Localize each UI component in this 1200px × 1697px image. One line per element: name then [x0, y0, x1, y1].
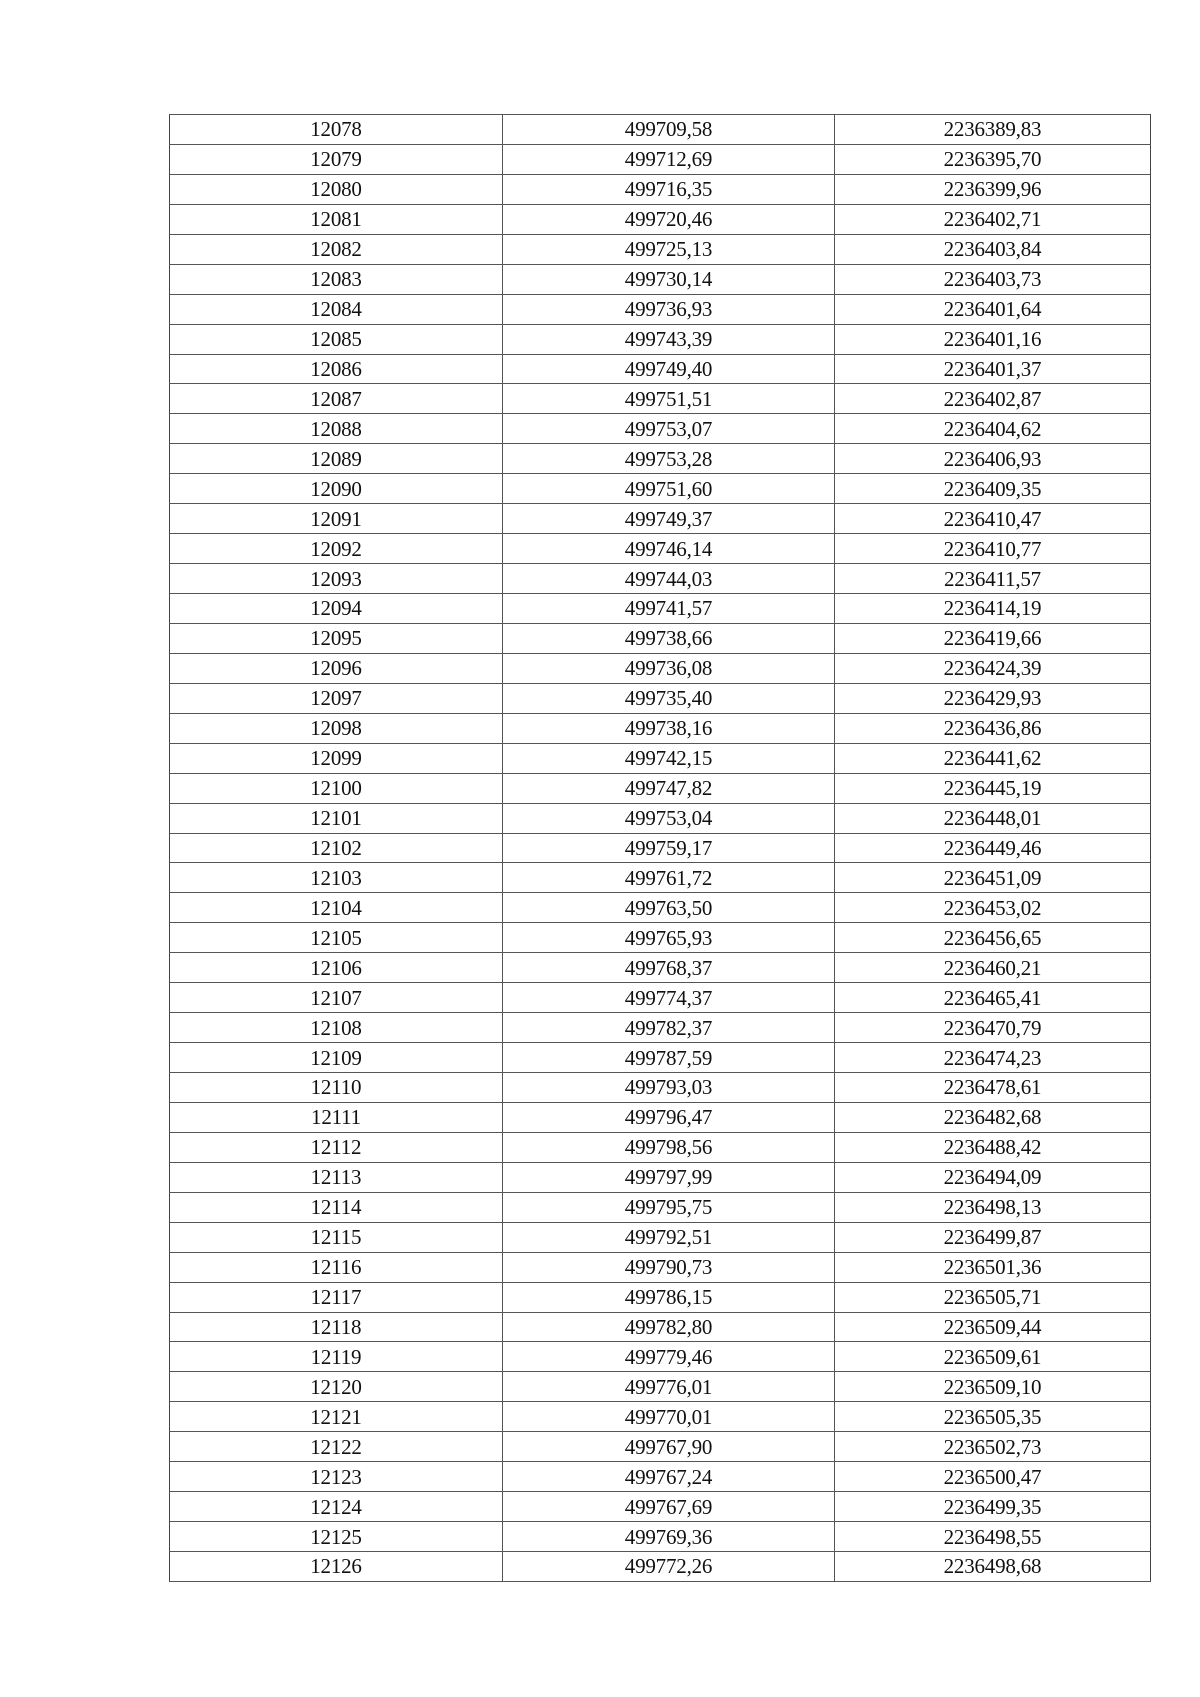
point-number-cell: 12119	[170, 1342, 503, 1372]
point-number-cell: 12114	[170, 1192, 503, 1222]
point-number-cell: 12100	[170, 773, 503, 803]
table-row	[170, 174, 1151, 204]
point-number-cell: 12097	[170, 683, 503, 713]
table-row	[170, 953, 1151, 983]
table-row	[170, 773, 1151, 803]
point-number-cell: 12107	[170, 983, 503, 1013]
x-coordinate-cell: 499744,03	[503, 564, 835, 594]
table-row	[170, 1282, 1151, 1312]
point-number-cell: 12078	[170, 115, 503, 145]
table-row	[170, 1342, 1151, 1372]
table-row	[170, 1252, 1151, 1282]
table-row	[170, 1132, 1151, 1162]
point-number-cell: 12112	[170, 1132, 503, 1162]
y-coordinate-cell: 2236494,09	[835, 1162, 1151, 1192]
x-coordinate-cell: 499787,59	[503, 1043, 835, 1073]
y-coordinate-cell: 2236498,55	[835, 1522, 1151, 1552]
y-coordinate-cell: 2236406,93	[835, 444, 1151, 474]
x-coordinate-cell: 499738,66	[503, 623, 835, 653]
point-number-cell: 12115	[170, 1222, 503, 1252]
coordinates-table-body	[170, 115, 1151, 1582]
point-number-cell: 12098	[170, 713, 503, 743]
point-number-cell: 12103	[170, 863, 503, 893]
y-coordinate-cell: 2236460,21	[835, 953, 1151, 983]
y-coordinate-cell: 2236478,61	[835, 1073, 1151, 1103]
y-coordinate-cell: 2236419,66	[835, 623, 1151, 653]
x-coordinate-cell: 499720,46	[503, 204, 835, 234]
y-coordinate-cell: 2236429,93	[835, 683, 1151, 713]
point-number-cell: 12116	[170, 1252, 503, 1282]
x-coordinate-cell: 499782,80	[503, 1312, 835, 1342]
y-coordinate-cell: 2236509,10	[835, 1372, 1151, 1402]
point-number-cell: 12102	[170, 833, 503, 863]
x-coordinate-cell: 499769,36	[503, 1522, 835, 1552]
point-number-cell: 12126	[170, 1552, 503, 1582]
y-coordinate-cell: 2236499,87	[835, 1222, 1151, 1252]
x-coordinate-cell: 499761,72	[503, 863, 835, 893]
table-row	[170, 803, 1151, 833]
y-coordinate-cell: 2236409,35	[835, 474, 1151, 504]
point-number-cell: 12121	[170, 1402, 503, 1432]
x-coordinate-cell: 499747,82	[503, 773, 835, 803]
x-coordinate-cell: 499765,93	[503, 923, 835, 953]
point-number-cell: 12106	[170, 953, 503, 983]
table-row	[170, 144, 1151, 174]
x-coordinate-cell: 499793,03	[503, 1073, 835, 1103]
table-row	[170, 1312, 1151, 1342]
point-number-cell: 12096	[170, 653, 503, 683]
table-row	[170, 234, 1151, 264]
point-number-cell: 12091	[170, 504, 503, 534]
y-coordinate-cell: 2236509,44	[835, 1312, 1151, 1342]
table-row	[170, 893, 1151, 923]
y-coordinate-cell: 2236441,62	[835, 743, 1151, 773]
y-coordinate-cell: 2236505,35	[835, 1402, 1151, 1432]
y-coordinate-cell: 2236502,73	[835, 1432, 1151, 1462]
point-number-cell: 12099	[170, 743, 503, 773]
y-coordinate-cell: 2236436,86	[835, 713, 1151, 743]
x-coordinate-cell: 499753,28	[503, 444, 835, 474]
table-row	[170, 833, 1151, 863]
x-coordinate-cell: 499797,99	[503, 1162, 835, 1192]
point-number-cell: 12087	[170, 384, 503, 414]
point-number-cell: 12110	[170, 1073, 503, 1103]
table-row	[170, 1372, 1151, 1402]
point-number-cell: 12080	[170, 174, 503, 204]
y-coordinate-cell: 2236404,62	[835, 414, 1151, 444]
y-coordinate-cell: 2236410,47	[835, 504, 1151, 534]
x-coordinate-cell: 499767,24	[503, 1462, 835, 1492]
point-number-cell: 12117	[170, 1282, 503, 1312]
y-coordinate-cell: 2236424,39	[835, 653, 1151, 683]
x-coordinate-cell: 499751,51	[503, 384, 835, 414]
y-coordinate-cell: 2236465,41	[835, 983, 1151, 1013]
table-row	[170, 863, 1151, 893]
coordinates-table	[169, 114, 1151, 1582]
x-coordinate-cell: 499770,01	[503, 1402, 835, 1432]
y-coordinate-cell: 2236482,68	[835, 1102, 1151, 1132]
table-row	[170, 1462, 1151, 1492]
y-coordinate-cell: 2236402,87	[835, 384, 1151, 414]
point-number-cell: 12111	[170, 1102, 503, 1132]
point-number-cell: 12085	[170, 324, 503, 354]
x-coordinate-cell: 499772,26	[503, 1552, 835, 1582]
point-number-cell: 12084	[170, 294, 503, 324]
point-number-cell: 12095	[170, 623, 503, 653]
x-coordinate-cell: 499730,14	[503, 264, 835, 294]
table-row	[170, 474, 1151, 504]
table-row	[170, 1102, 1151, 1132]
table-row	[170, 594, 1151, 624]
x-coordinate-cell: 499749,37	[503, 504, 835, 534]
point-number-cell: 12094	[170, 594, 503, 624]
x-coordinate-cell: 499792,51	[503, 1222, 835, 1252]
x-coordinate-cell: 499751,60	[503, 474, 835, 504]
x-coordinate-cell: 499795,75	[503, 1192, 835, 1222]
table-row	[170, 1402, 1151, 1432]
point-number-cell: 12105	[170, 923, 503, 953]
table-row	[170, 384, 1151, 414]
table-row	[170, 1043, 1151, 1073]
x-coordinate-cell: 499738,16	[503, 713, 835, 743]
point-number-cell: 12088	[170, 414, 503, 444]
x-coordinate-cell: 499767,90	[503, 1432, 835, 1462]
point-number-cell: 12082	[170, 234, 503, 264]
y-coordinate-cell: 2236488,42	[835, 1132, 1151, 1162]
y-coordinate-cell: 2236401,16	[835, 324, 1151, 354]
y-coordinate-cell: 2236395,70	[835, 144, 1151, 174]
y-coordinate-cell: 2236410,77	[835, 534, 1151, 564]
point-number-cell: 12089	[170, 444, 503, 474]
y-coordinate-cell: 2236470,79	[835, 1013, 1151, 1043]
table-row	[170, 1522, 1151, 1552]
table-row	[170, 1222, 1151, 1252]
table-row	[170, 1432, 1151, 1462]
table-row	[170, 1552, 1151, 1582]
table-row	[170, 1492, 1151, 1522]
x-coordinate-cell: 499753,04	[503, 803, 835, 833]
table-row	[170, 564, 1151, 594]
x-coordinate-cell: 499796,47	[503, 1102, 835, 1132]
x-coordinate-cell: 499759,17	[503, 833, 835, 863]
x-coordinate-cell: 499749,40	[503, 354, 835, 384]
point-number-cell: 12122	[170, 1432, 503, 1462]
table-row	[170, 1162, 1151, 1192]
point-number-cell: 12081	[170, 204, 503, 234]
table-row	[170, 204, 1151, 234]
x-coordinate-cell: 499716,35	[503, 174, 835, 204]
y-coordinate-cell: 2236448,01	[835, 803, 1151, 833]
y-coordinate-cell: 2236389,83	[835, 115, 1151, 145]
y-coordinate-cell: 2236401,64	[835, 294, 1151, 324]
x-coordinate-cell: 499712,69	[503, 144, 835, 174]
x-coordinate-cell: 499742,15	[503, 743, 835, 773]
x-coordinate-cell: 499743,39	[503, 324, 835, 354]
x-coordinate-cell: 499776,01	[503, 1372, 835, 1402]
point-number-cell: 12086	[170, 354, 503, 384]
x-coordinate-cell: 499774,37	[503, 983, 835, 1013]
x-coordinate-cell: 499709,58	[503, 115, 835, 145]
x-coordinate-cell: 499735,40	[503, 683, 835, 713]
table-row	[170, 414, 1151, 444]
x-coordinate-cell: 499782,37	[503, 1013, 835, 1043]
y-coordinate-cell: 2236505,71	[835, 1282, 1151, 1312]
y-coordinate-cell: 2236451,09	[835, 863, 1151, 893]
y-coordinate-cell: 2236402,71	[835, 204, 1151, 234]
point-number-cell: 12083	[170, 264, 503, 294]
x-coordinate-cell: 499779,46	[503, 1342, 835, 1372]
table-row	[170, 534, 1151, 564]
y-coordinate-cell: 2236403,84	[835, 234, 1151, 264]
x-coordinate-cell: 499763,50	[503, 893, 835, 923]
y-coordinate-cell: 2236414,19	[835, 594, 1151, 624]
point-number-cell: 12108	[170, 1013, 503, 1043]
point-number-cell: 12123	[170, 1462, 503, 1492]
point-number-cell: 12113	[170, 1162, 503, 1192]
y-coordinate-cell: 2236411,57	[835, 564, 1151, 594]
x-coordinate-cell: 499790,73	[503, 1252, 835, 1282]
table-row	[170, 743, 1151, 773]
point-number-cell: 12120	[170, 1372, 503, 1402]
table-row	[170, 294, 1151, 324]
table-row	[170, 264, 1151, 294]
x-coordinate-cell: 499725,13	[503, 234, 835, 264]
point-number-cell: 12093	[170, 564, 503, 594]
table-row	[170, 1192, 1151, 1222]
point-number-cell: 12124	[170, 1492, 503, 1522]
table-row	[170, 1013, 1151, 1043]
x-coordinate-cell: 499767,69	[503, 1492, 835, 1522]
point-number-cell: 12090	[170, 474, 503, 504]
y-coordinate-cell: 2236499,35	[835, 1492, 1151, 1522]
point-number-cell: 12079	[170, 144, 503, 174]
y-coordinate-cell: 2236401,37	[835, 354, 1151, 384]
point-number-cell: 12118	[170, 1312, 503, 1342]
table-row	[170, 324, 1151, 354]
x-coordinate-cell: 499746,14	[503, 534, 835, 564]
y-coordinate-cell: 2236498,13	[835, 1192, 1151, 1222]
y-coordinate-cell: 2236445,19	[835, 773, 1151, 803]
table-row	[170, 504, 1151, 534]
table-row	[170, 1073, 1151, 1103]
table-row	[170, 923, 1151, 953]
y-coordinate-cell: 2236501,36	[835, 1252, 1151, 1282]
table-row	[170, 354, 1151, 384]
table-row	[170, 713, 1151, 743]
y-coordinate-cell: 2236498,68	[835, 1552, 1151, 1582]
x-coordinate-cell: 499768,37	[503, 953, 835, 983]
point-number-cell: 12109	[170, 1043, 503, 1073]
point-number-cell: 12104	[170, 893, 503, 923]
x-coordinate-cell: 499741,57	[503, 594, 835, 624]
point-number-cell: 12125	[170, 1522, 503, 1552]
y-coordinate-cell: 2236399,96	[835, 174, 1151, 204]
x-coordinate-cell: 499736,08	[503, 653, 835, 683]
y-coordinate-cell: 2236449,46	[835, 833, 1151, 863]
x-coordinate-cell: 499786,15	[503, 1282, 835, 1312]
table-row	[170, 683, 1151, 713]
table-row	[170, 983, 1151, 1013]
y-coordinate-cell: 2236453,02	[835, 893, 1151, 923]
y-coordinate-cell: 2236403,73	[835, 264, 1151, 294]
table-row	[170, 115, 1151, 145]
point-number-cell: 12092	[170, 534, 503, 564]
y-coordinate-cell: 2236474,23	[835, 1043, 1151, 1073]
x-coordinate-cell: 499798,56	[503, 1132, 835, 1162]
y-coordinate-cell: 2236500,47	[835, 1462, 1151, 1492]
table-row	[170, 653, 1151, 683]
table-row	[170, 444, 1151, 474]
y-coordinate-cell: 2236509,61	[835, 1342, 1151, 1372]
table-row	[170, 623, 1151, 653]
point-number-cell: 12101	[170, 803, 503, 833]
x-coordinate-cell: 499736,93	[503, 294, 835, 324]
y-coordinate-cell: 2236456,65	[835, 923, 1151, 953]
x-coordinate-cell: 499753,07	[503, 414, 835, 444]
